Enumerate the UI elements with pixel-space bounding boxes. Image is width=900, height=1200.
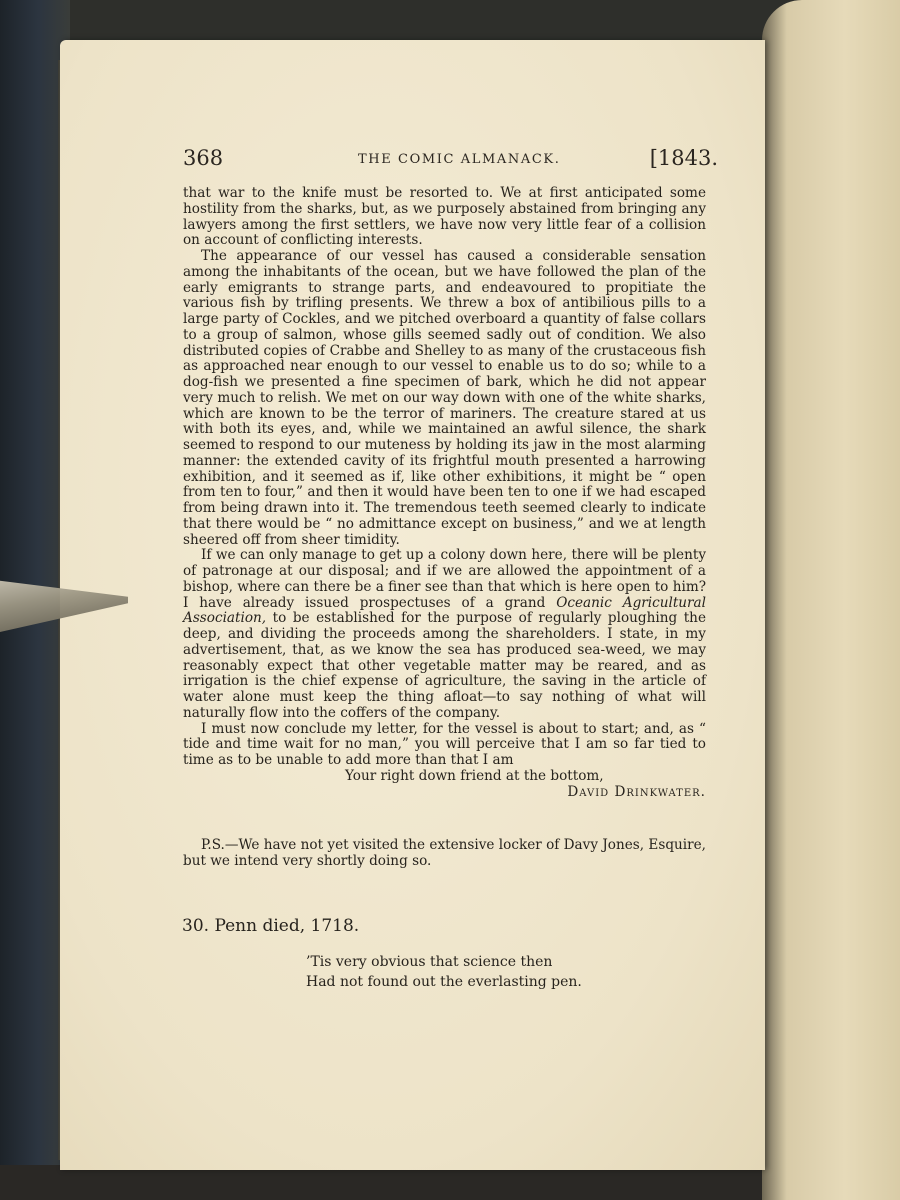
postscript-text: P.S.—We have not yet visited the extensive locker of Davy Jones, Esquire, but we intend very shortly doing so.: [183, 837, 706, 869]
text-run: to be established for the purpose of regularly ploughing the deep, and dividing the proceeds among the shareholders. I state, in my advertisement, that, as we know the sea has produced sea-weed, we may reasonably expect that other vegetable matter may be reared, and as irrigation is the chief expense of agriculture, the saving in the article of water alone must keep the thing afloat—to say nothing of what will naturally flow into the coffers of the company.: [183, 610, 706, 721]
verse-line: ’Tis very obvious that science then: [306, 954, 553, 970]
page-number: 368: [183, 146, 224, 170]
facing-page: [762, 0, 900, 1200]
letter-body: [183, 186, 706, 801]
paragraph: The appearance of our vessel has caused a considerable sensation among the inhabitants of the ocean, but we have followed the plan of the early emigrants to strange parts, and endeavoured to propitiate the various fish by trifling presents. We threw a box of antibilious pills to a large party of Cockles, and we pitched overboard a quantity of false collars to a group of salmon, whose gills seemed sadly out of condition. We also distributed copies of Crabbe and Shelley to as many of the crustaceous fish as approached near enough to our vessel to enable us to do so; while to a dog-fish we presented a fine specimen of bark, which he did not appear very much to relish. We met on our way down with one of the white sharks, which are known to be the terror of mariners. The creature stared at us with both its eyes, and, while we maintained an awful silence, the shark seemed to respond to our muteness by holding its jaw in the most alarming manner: the extended cavity of its frightful mouth presented a harrowing exhibition, and it seemed as if, like other exhibitions, it might be “ open from ten to four,” and then it would have been ten to one if we had escaped from being drawn into it. The tremendous teeth seemed clearly to indicate that there would be “ no admittance except on business,” and we at length sheered off from sheer timidity.: [183, 248, 706, 548]
running-head: [183, 146, 718, 180]
postscript: [183, 838, 706, 870]
entry-heading: 30. Penn died, 1718.: [182, 916, 360, 936]
running-year: [1843.: [649, 146, 718, 170]
verse: [306, 952, 582, 992]
signature: David Drinkwater.: [567, 783, 706, 800]
text-run: If we can only manage to get up a colony down here, there will be plenty of patronage at our disposal; and if we are allowed the appointment of a bishop, where can there be a finer see than that which is here open to him? I have already issued prospectuses of a grand: [183, 547, 706, 611]
paragraph-colony: [183, 548, 706, 721]
valediction: Your right down friend at the bottom,: [345, 767, 604, 784]
verse-line: Had not found out the everlasting pen.: [306, 974, 582, 990]
sign-off: [183, 769, 706, 801]
paragraph-closing: I must now conclude my letter, for the vessel is about to start; and, as “ tide and time wait for no man,” you will perceive that I am so far tied to time as to be unable to add more than that I am: [183, 720, 706, 768]
running-title: THE COMIC ALMANACK.: [358, 152, 561, 167]
paragraph: that war to the knife must be resorted to. We at first anticipated some hostility from the sharks, but, as we purposely abstained from bringing any lawyers among the first settlers, we have now very little fear of a collision on account of conflicting interests.: [183, 185, 706, 249]
italic-association-name: Oceanic Agricultural Association,: [183, 594, 706, 627]
